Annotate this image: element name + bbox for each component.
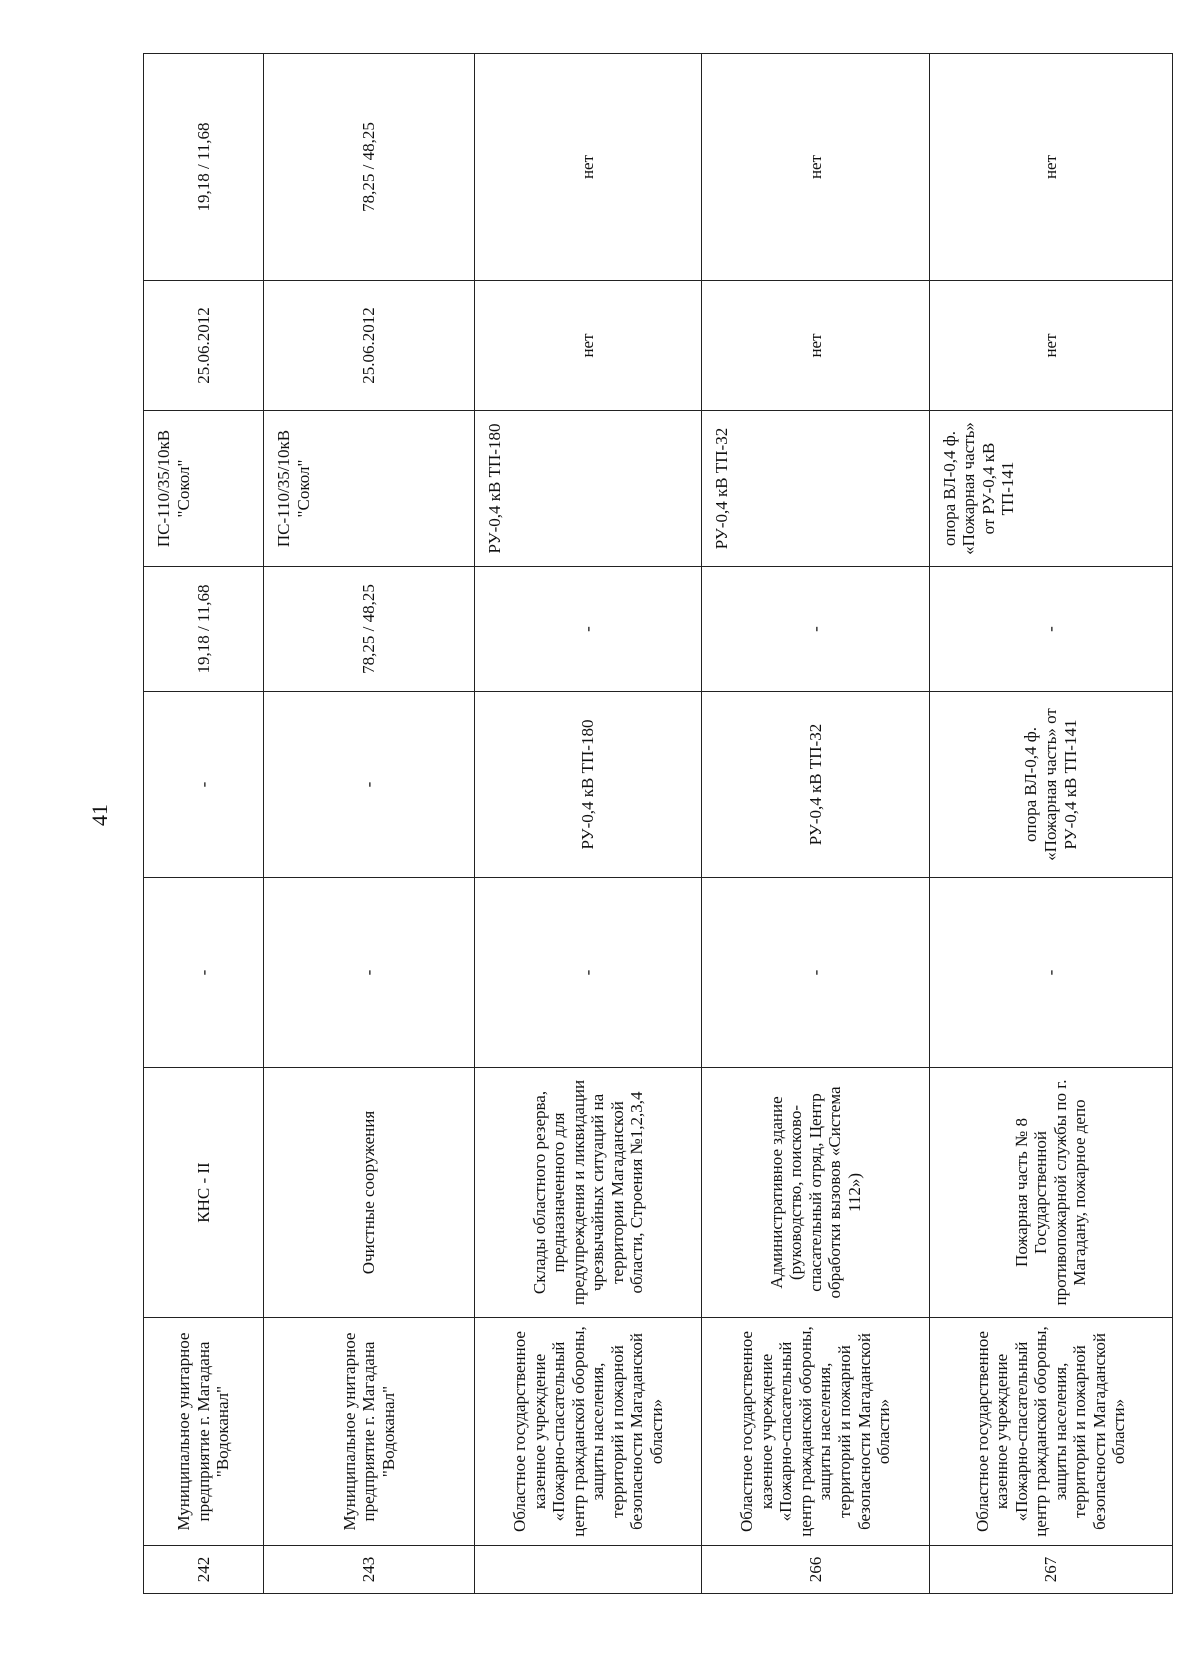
table-row: [702, 54, 929, 1594]
date-cell: 25.06.2012: [264, 281, 475, 411]
table-row: [144, 54, 264, 1594]
power-cell-final: нет: [475, 54, 702, 281]
substation-cell: ПС-110/35/10кВ "Сокол": [144, 411, 264, 567]
cell-col4: -: [144, 878, 264, 1068]
row-number: 267: [929, 1546, 1172, 1594]
date-cell: нет: [929, 281, 1172, 411]
power-cell-final: нет: [702, 54, 929, 281]
owner-cell: Муниципальное унитарное предприятие г. Магадана "Водоканал": [144, 1318, 264, 1546]
substation-cell: опора ВЛ-0,4 ф. «Пожарная часть» от РУ-0,4 кВ ТП-141: [929, 411, 1172, 567]
date-cell: 25.06.2012: [144, 281, 264, 411]
object-cell: Пожарная часть № 8 Государственной противопожарной службы по г. Магадану, пожарное депо: [929, 1068, 1172, 1318]
object-cell: Очистные сооружения: [264, 1068, 475, 1318]
cell-col4: -: [264, 878, 475, 1068]
row-number: 243: [264, 1546, 475, 1594]
table-row: [475, 54, 702, 1594]
power-cell: -: [475, 567, 702, 692]
power-cell: 78,25 / 48,25: [264, 567, 475, 692]
table-row: [929, 54, 1172, 1594]
object-cell: КНС - II: [144, 1068, 264, 1318]
substation-cell: ПС-110/35/10кВ "Сокол": [264, 411, 475, 567]
power-cell-final: 19,18 / 11,68: [144, 54, 264, 281]
object-cell: Склады областного резерва, предназначенного для предупреждения и ликвидации чрезвычайных ситуаций на территории Магаданской области, Строения №1,2,3,4: [475, 1068, 702, 1318]
cell-col5: РУ-0,4 кВ ТП-32: [702, 692, 929, 878]
substation-cell: РУ-0,4 кВ ТП-32: [702, 411, 929, 567]
owner-cell: Муниципальное унитарное предприятие г. Магадана "Водоканал": [264, 1318, 475, 1546]
row-number: [475, 1546, 702, 1594]
cell-col5: -: [264, 692, 475, 878]
owner-cell: Областное государственное казенное учреждение «Пожарно-спасательный центр гражданской обороны, защиты населения, территорий и пожарной безопасности Магаданской области»: [702, 1318, 929, 1546]
cell-col5: опора ВЛ-0,4 ф. «Пожарная часть» от РУ-0,4 кВ ТП-141: [929, 692, 1172, 878]
power-cell: -: [702, 567, 929, 692]
power-cell: 19,18 / 11,68: [144, 567, 264, 692]
row-number: 266: [702, 1546, 929, 1594]
table-row: [264, 54, 475, 1594]
date-cell: нет: [702, 281, 929, 411]
power-cell-final: 78,25 / 48,25: [264, 54, 475, 281]
power-cell-final: нет: [929, 54, 1172, 281]
cell-col4: -: [702, 878, 929, 1068]
cell-col4: -: [929, 878, 1172, 1068]
page-number: 41: [87, 804, 112, 826]
object-cell: Административное здание (руководство, поисково-спасательный отряд, Центр обработки вызовов «Система 112»): [702, 1068, 929, 1318]
owner-cell: Областное государственное казенное учреждение «Пожарно-спасательный центр гражданской обороны, защиты населения, территорий и пожарной безопасности Магаданской области»: [475, 1318, 702, 1546]
owner-cell: Областное государственное казенное учреждение «Пожарно-спасательный центр гражданской обороны, защиты населения, территорий и пожарной безопасности Магаданской области»: [929, 1318, 1172, 1546]
rotated-table-wrapper: [143, 54, 1173, 1594]
substation-cell: РУ-0,4 кВ ТП-180: [475, 411, 702, 567]
data-table: [143, 53, 1173, 1594]
power-cell: -: [929, 567, 1172, 692]
date-cell: нет: [475, 281, 702, 411]
cell-col5: РУ-0,4 кВ ТП-180: [475, 692, 702, 878]
cell-col4: -: [475, 878, 702, 1068]
row-number: 242: [144, 1546, 264, 1594]
cell-col5: -: [144, 692, 264, 878]
